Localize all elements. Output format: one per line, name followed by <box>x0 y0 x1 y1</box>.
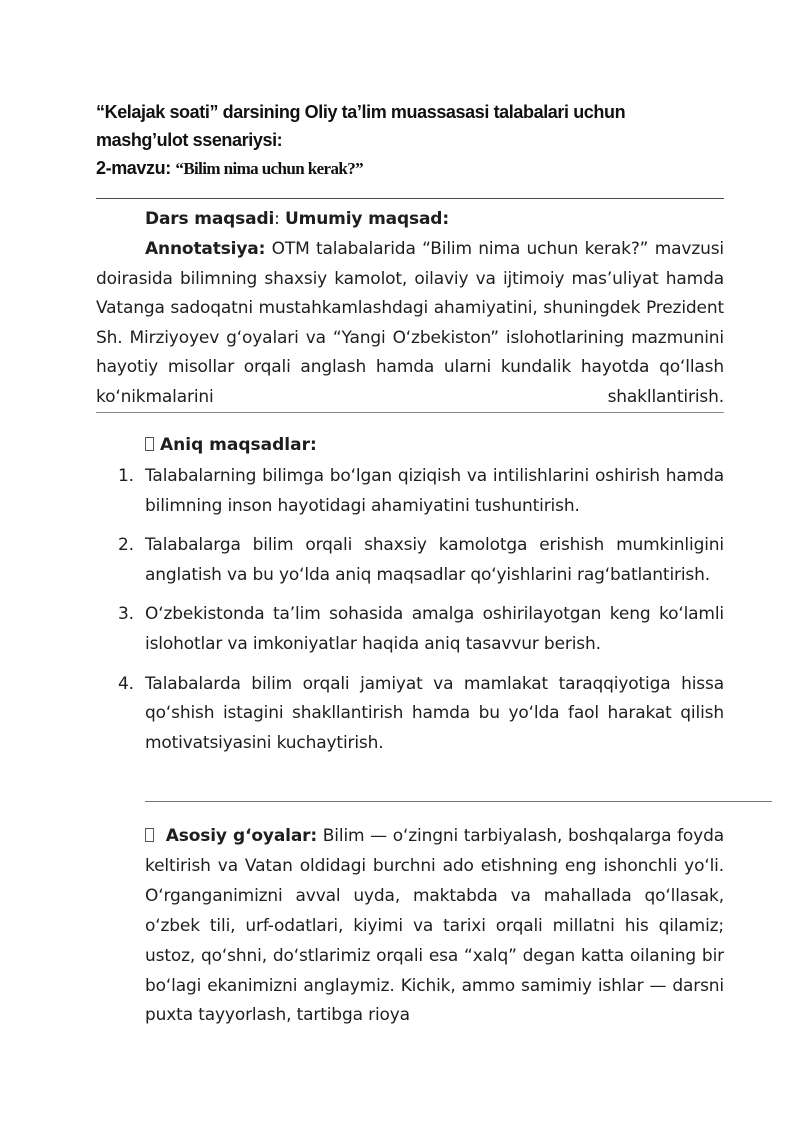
list-item-number: 1. <box>118 466 134 486</box>
header-divider <box>96 198 724 199</box>
list-item <box>96 600 724 659</box>
annotation-text: OTM talabalarida “Bilim nima uchun kerak?” mavzusi doirasida bilimning shaxsiy kamolot, oilaviy va ijtimoiy mas’uliyat hamda Vatanga sadoqatni mustahkamlashdagi ahamiyatini, shuningdek Prezident Sh. Mirziyoyev g‘oyalari va “Yangi O‘zbekiston” islohotlarining mazmunini hayotiy misollar orqali anglash hamda ularni kundalik hayotda qo‘llash ko‘nikmalarini shakllantirish. <box>96 239 724 407</box>
list-item <box>96 531 724 590</box>
purpose-separator: : <box>274 209 285 229</box>
list-item-text: Talabalarga bilim orqali shaxsiy kamolotga erishish mumkinligini anglatish va bu yo‘lda aniq maqsadlar qo‘yishlarini rag‘batlantirish. <box>145 535 724 585</box>
lesson-purpose <box>96 205 724 235</box>
specific-goals-heading <box>145 431 317 460</box>
list-item-text: Talabalarning bilimga bo‘lgan qiziqish va intilishlarini oshirish hamda bilimning inson hayotidagi ahamiyatini tushuntirish. <box>145 466 724 516</box>
checkbox-glyph-icon <box>145 828 154 842</box>
header-title-line-1: “Kelajak soati” darsining Oliy ta’lim muassasasi talabalari uchun <box>96 102 626 122</box>
header-title-line-2: mashg’ulot ssenariysi: <box>96 130 283 150</box>
specific-goals-label: Aniq maqsadlar: <box>160 435 317 455</box>
list-item <box>96 670 724 759</box>
list-item <box>96 462 724 521</box>
purpose-value: Umumiy maqsad: <box>285 209 449 229</box>
document-header <box>96 98 726 183</box>
list-item-text: Talabalarda bilim orqali jamiyat va mamlakat taraqqiyotiga hissa qo‘shish istagini shakllantirish hamda bu yo‘lda faol harakat qilish motivatsiyasini kuchaytirish. <box>145 673 724 753</box>
annotation-label: Annotatsiya: <box>145 239 266 259</box>
annotation-paragraph <box>96 235 724 413</box>
topic-prefix: 2-mavzu: <box>96 158 176 178</box>
topic-line <box>96 154 726 183</box>
purpose-label: Dars maqsadi <box>145 209 275 229</box>
main-ideas-text: Bilim — o‘zingni tarbiyalash, boshqalarga foyda keltirish va Vatan oldidagi burchni ado etishning eng ishonchli yo‘li. O‘rganganimizni avval uyda, maktabda va mahallada qo‘llasak, o‘zbek tili, urf-odatlari, kiyimi va tarixi orqali millatni his qilamiz; ustoz, qo‘shni, do‘stlarimiz orqali esa “xalq” degan katta oilaning bir bo‘lagi ekanimizni anglaymiz. Kichik, ammo samimiy ishlar — darsni puxta tayyorlash, tartibga rioya <box>145 826 724 1026</box>
list-item-number: 2. <box>118 535 134 556</box>
main-ideas-paragraph <box>145 822 724 1031</box>
specific-goals-list <box>96 462 724 768</box>
checkbox-glyph-icon <box>145 437 154 451</box>
annotation-divider <box>96 412 724 413</box>
list-item-number: 4. <box>118 673 134 694</box>
topic-title: “Bilim nima uchun kerak?” <box>175 159 364 178</box>
goals-divider <box>145 801 772 802</box>
main-ideas-label: Asosiy g‘oyalar: <box>165 826 318 846</box>
list-item-number: 3. <box>118 604 134 625</box>
list-item-text: O‘zbekistonda ta’lim sohasida amalga oshirilayotgan keng ko‘lamli islohotlar va imkoniyatlar haqida aniq tasavvur berish. <box>145 604 724 654</box>
